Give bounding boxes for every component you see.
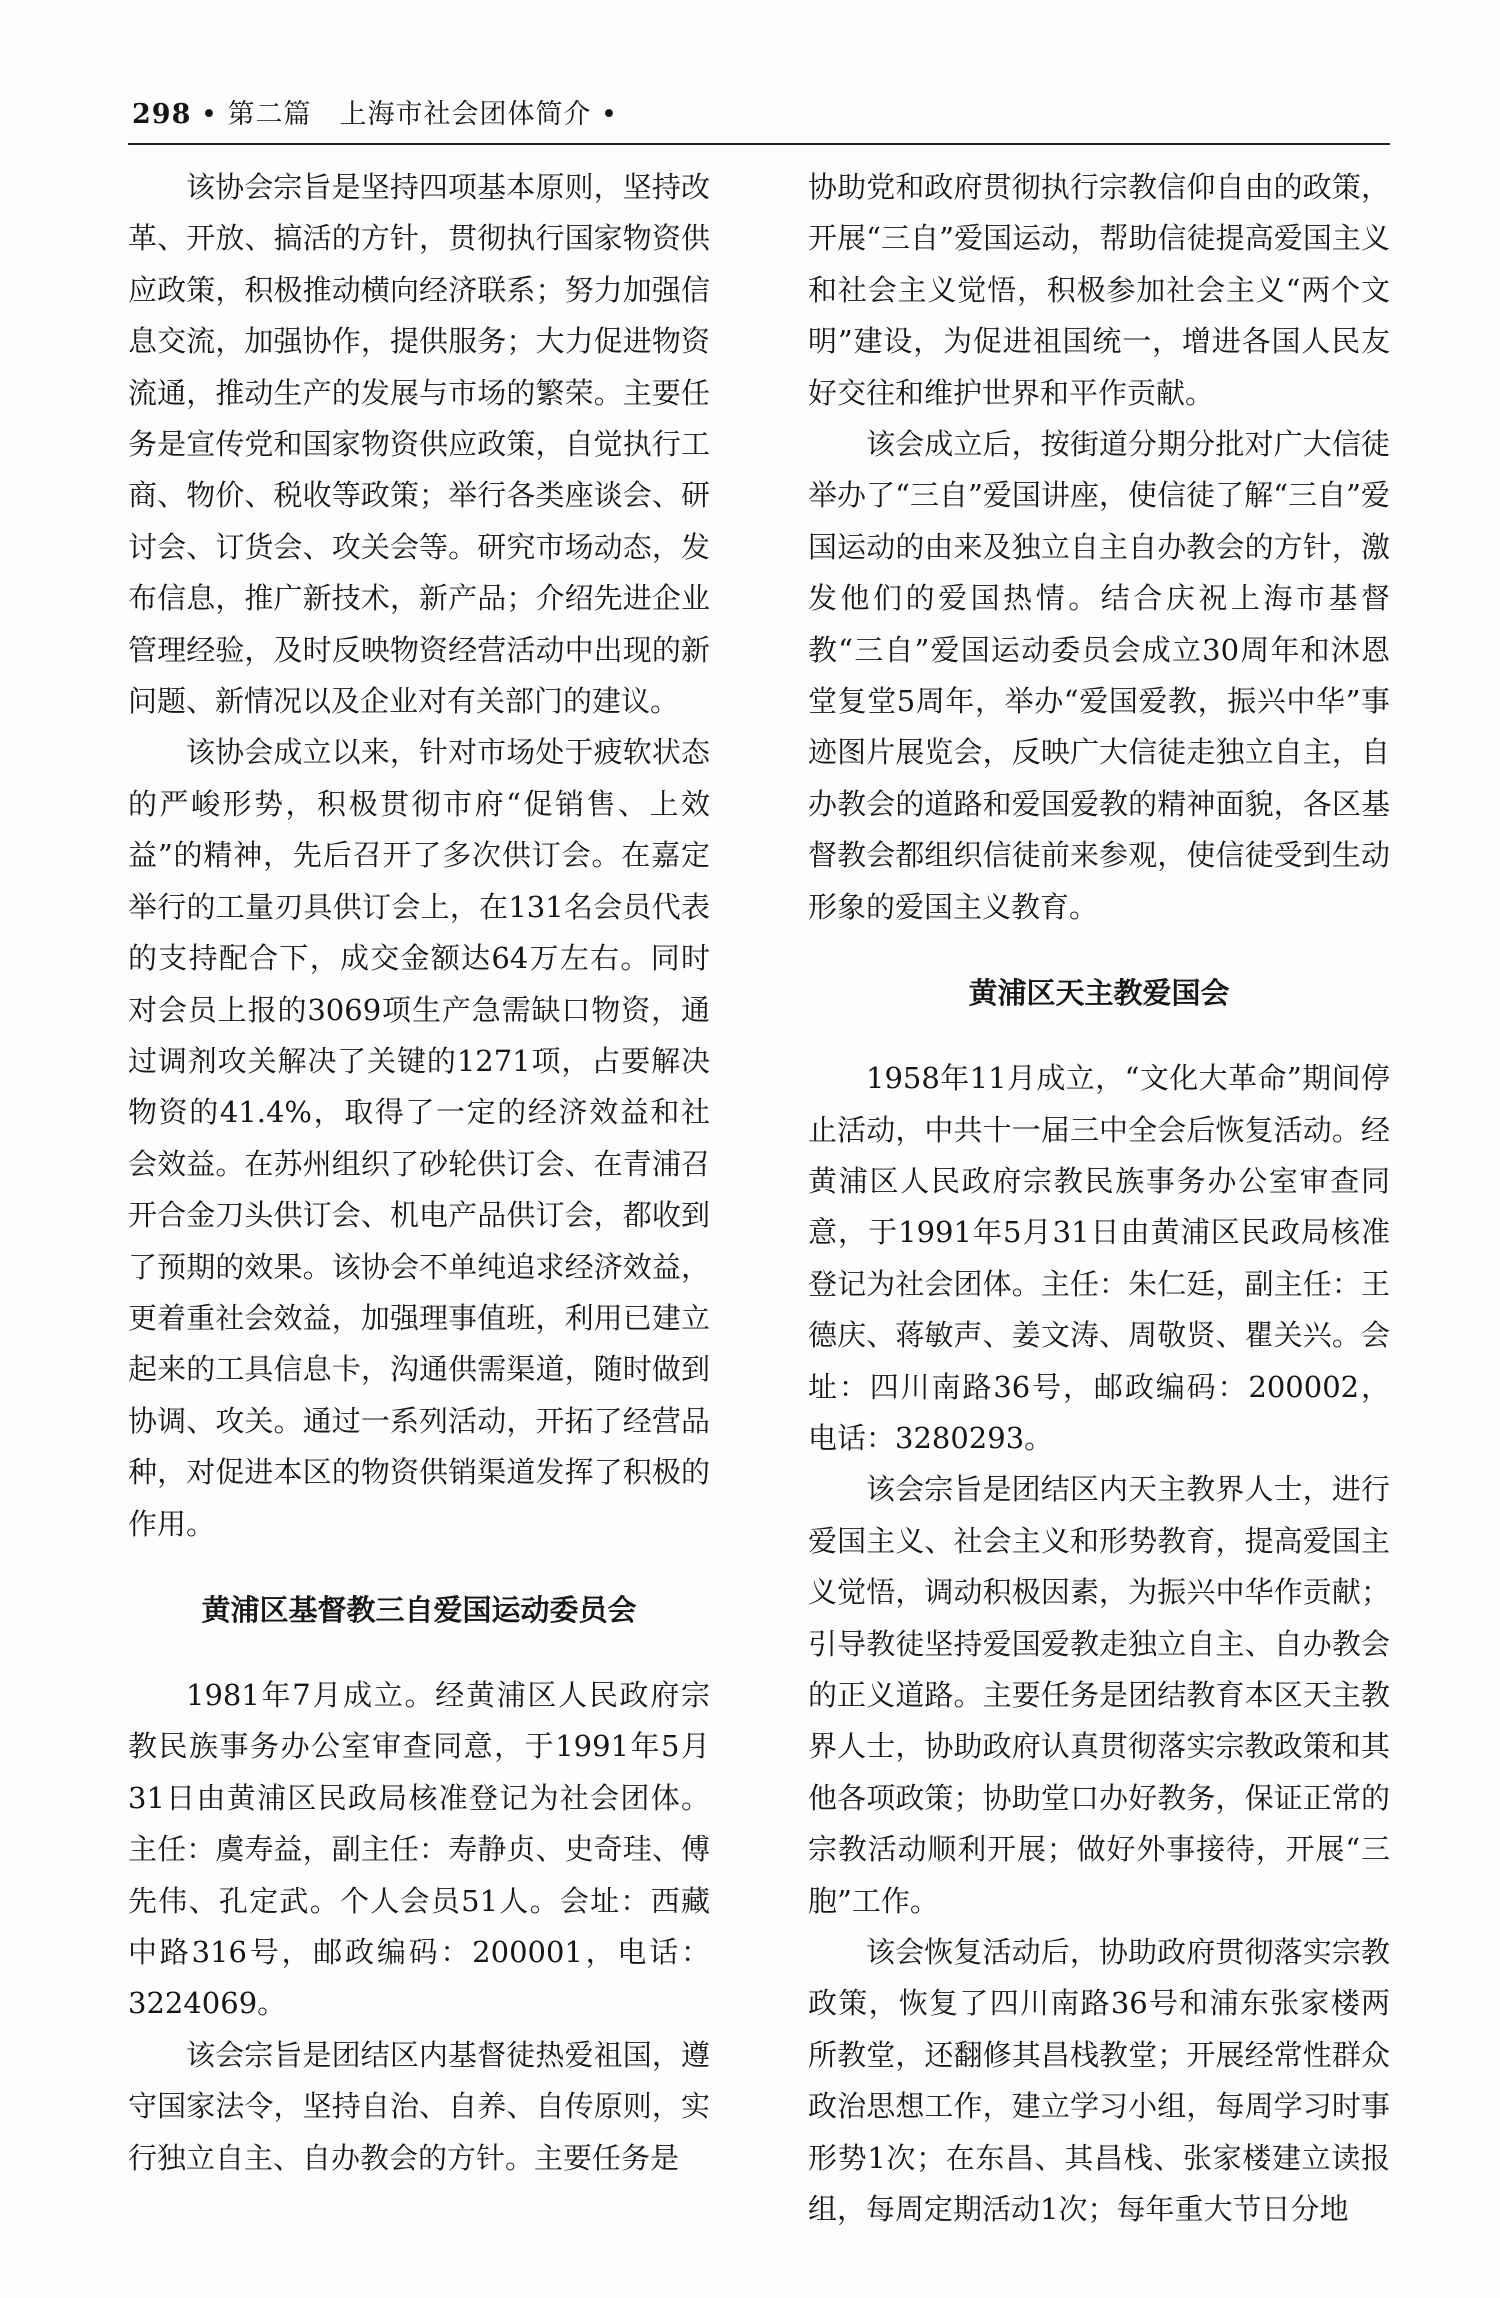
paragraph: 该协会宗旨是坚持四项基本原则，坚持改革、开放、搞活的方针，贯彻执行国家物资供应政策，积极推动横向经济联系；努力加强信息交流，加强协作，提供服务；大力促进物资流通，推动生产的发展与市场的繁荣。主要任务是宣传党和国家物资供应政策，自觉执行工商、物价、税收等政策；举行各类座谈会、研讨会、订货会、攻关会等。研究市场动态，发布信息，推广新技术，新产品；介绍先进企业管理经验，及时反映物资经营活动中出现的新问题、新情况以及企业对有关部门的建议。 — [128, 170, 710, 719]
section-heading: 黄浦区基督教三自爱国运动委员会 — [201, 1592, 637, 1627]
header-rule — [128, 143, 1390, 145]
paragraph: 该会宗旨是团结区内基督徒热爱祖国，遵守国家法令，坚持自治、自养、自传原则，实行独立自主、自办教会的方针。主要任务是 — [128, 2037, 710, 2175]
paragraph: 1981年7月成立。经黄浦区人民政府宗教民族事务办公室审查同意，于1991年5月31日由黄浦区民政局核准登记为社会团体。主任：虞寿益，副主任：寿静贞、史奇珪、傅先伟、孔定武。个人会员51人。会址：西藏中路316号，邮政编码：200001，电话：3224069。 — [128, 1677, 710, 2021]
paragraph: 该会恢复活动后，协助政府贯彻落实宗教政策，恢复了四川南路36号和浦东张家楼两所教堂，还翻修其昌栈教堂；开展经常性群众政治思想工作，建立学习小组，每周学习时事形势1次；在东昌、其昌栈、张家楼建立读报组，每周定期活动1次；每年重大节日分地 — [808, 1935, 1390, 2227]
paragraph: 该会成立后，按街道分期分批对广大信徒举办了“三自”爱国讲座，使信徒了解“三自”爱国运动的由来及独立自主自办教会的方针，激发他们的爱国热情。结合庆祝上海市基督教“三自”爱国运动委员会成立30周年和沐恩堂复堂5周年，举办“爱国爱教，振兴中华”事迹图片展览会，反映广大信徒走独立自主，自办教会的道路和爱国爱教的精神面貌，各区基督教会都组织信徒前来参观，使信徒受到生动形象的爱国主义教育。 — [808, 427, 1390, 924]
paragraph: 1958年11月成立，“文化大革命”期间停止活动，中共十一届三中全会后恢复活动。经黄浦区人民政府宗教民族事务办公室审查同意，于1991年5月31日由黄浦区民政局核准登记为社会团体。主任：朱仁廷，副主任：王德庆、蒋敏声、姜文涛、周敬贤、瞿关兴。会址：四川南路36号，邮政编码：200002，电话：3280293。 — [808, 1061, 1390, 1455]
right-column — [808, 162, 1390, 2235]
paragraph: 该协会成立以来，针对市场处于疲软状态的严峻形势，积极贯彻市府“促销售、上效益”的精神，先后召开了多次供订会。在嘉定举行的工量刃具供订会上，在131名会员代表的支持配合下，成交金额达64万左右。同时对会员上报的3069项生产急需缺口物资，通过调剂攻关解决了关键的1271项，占要解决物资的41.4%，取得了一定的经济效益和社会效益。在苏州组织了砂轮供订会、在青浦召开合金刀头供订会、机电产品供订会，都收到了预期的效果。该协会不单纯追求经济效益，更着重社会效益，加强理事值班，利用已建立起来的工具信息卡，沟通供需渠道，随时做到协调、攻关。通过一系列活动，开拓了经营品种，对促进本区的物资供销渠道发挥了积极的作用。 — [128, 735, 710, 1541]
page-number: 298 — [132, 99, 192, 130]
paragraph: 该会宗旨是团结区内天主教界人士，进行爱国主义、社会主义和形势教育，提高爱国主义觉悟，调动积极因素，为振兴中华作贡献；引导教徒坚持爱国爱教走独立自主、自办教会的正义道路。主要任务是团结教育本区天主教界人士，协助政府认真贯彻落实宗教政策和其他各项政策；协助堂口办好教务，保证正常的宗教活动顺利开展；做好外事接待，开展“三胞”工作。 — [808, 1472, 1390, 1918]
paragraph: 协助党和政府贯彻执行宗教信仰自由的政策，开展“三自”爱国运动，帮助信徒提高爱国主义和社会主义觉悟，积极参加社会主义“两个文明”建设，为促进祖国统一，增进各国人民友好交往和维护世界和平作贡献。 — [808, 170, 1390, 410]
running-header — [132, 92, 618, 131]
left-column — [128, 162, 710, 2184]
section-title: • 第二篇 上海市社会团体简介 • — [200, 99, 618, 130]
section-heading: 黄浦区天主教爱国会 — [968, 976, 1230, 1011]
